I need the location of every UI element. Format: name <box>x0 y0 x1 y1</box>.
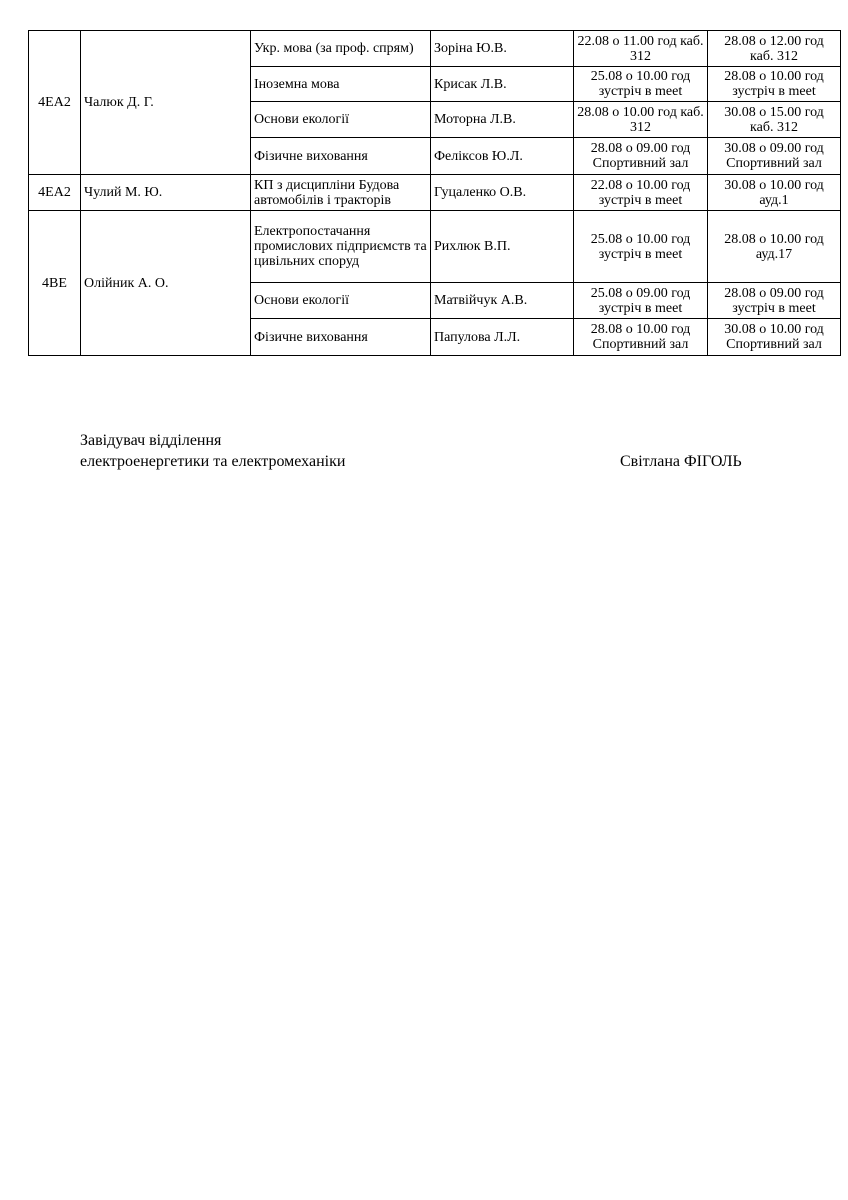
subject-cell: Основи екології <box>251 283 431 319</box>
date-first-cell: 25.08 о 10.00 год зустріч в meet <box>574 211 708 283</box>
signatory-name: Світлана ФІГОЛЬ <box>620 453 742 470</box>
signature-line <box>80 451 780 472</box>
student-name-cell: Чулий М. Ю. <box>81 175 251 211</box>
exam-schedule-table <box>28 30 841 356</box>
table-row <box>29 211 841 283</box>
teacher-cell: Гуцаленко О.В. <box>431 175 574 211</box>
date-first-cell: 25.08 о 10.00 год зустріч в meet <box>574 67 708 102</box>
teacher-cell: Крисак Л.В. <box>431 67 574 102</box>
subject-cell: Іноземна мова <box>251 67 431 102</box>
subject-cell: Основи екології <box>251 102 431 138</box>
date-second-cell: 28.08 о 12.00 год каб. 312 <box>708 31 841 67</box>
signature-block <box>80 430 780 472</box>
teacher-cell: Зоріна Ю.В. <box>431 31 574 67</box>
teacher-cell: Моторна Л.В. <box>431 102 574 138</box>
group-cell: 4ЕА2 <box>29 175 81 211</box>
table-row <box>29 175 841 211</box>
teacher-cell: Феліксов Ю.Л. <box>431 138 574 175</box>
date-second-cell: 30.08 о 09.00 год Спортивний зал <box>708 138 841 175</box>
subject-cell: Фізичне виховання <box>251 138 431 175</box>
group-cell: 4ЕА2 <box>29 31 81 175</box>
date-first-cell: 22.08 о 11.00 год каб. 312 <box>574 31 708 67</box>
date-first-cell: 28.08 о 09.00 год Спортивний зал <box>574 138 708 175</box>
date-second-cell: 28.08 о 10.00 год зустріч в meet <box>708 67 841 102</box>
position-title-line1: Завідувач відділення <box>80 432 222 449</box>
table-row <box>29 31 841 67</box>
subject-cell: Електропостачання промислових підприємств та цивільних споруд <box>251 211 431 283</box>
subject-cell: КП з дисципліни Будова автомобілів і тракторів <box>251 175 431 211</box>
subject-cell: Укр. мова (за проф. спрям) <box>251 31 431 67</box>
date-first-cell: 28.08 о 10.00 год Спортивний зал <box>574 319 708 356</box>
subject-cell: Фізичне виховання <box>251 319 431 356</box>
student-name-cell: Чалюк Д. Г. <box>81 31 251 175</box>
teacher-cell: Папулова Л.Л. <box>431 319 574 356</box>
teacher-cell: Матвійчук А.В. <box>431 283 574 319</box>
date-second-cell: 30.08 о 10.00 год Спортивний зал <box>708 319 841 356</box>
date-second-cell: 30.08 о 10.00 год ауд.1 <box>708 175 841 211</box>
student-name-cell: Олійник А. О. <box>81 211 251 356</box>
date-first-cell: 28.08 о 10.00 год каб. 312 <box>574 102 708 138</box>
position-title-line2: електроенергетики та електромеханіки <box>80 453 346 470</box>
date-second-cell: 28.08 о 09.00 год зустріч в meet <box>708 283 841 319</box>
group-cell: 4ВЕ <box>29 211 81 356</box>
date-first-cell: 22.08 о 10.00 год зустріч в meet <box>574 175 708 211</box>
teacher-cell: Рихлюк В.П. <box>431 211 574 283</box>
date-second-cell: 28.08 о 10.00 год ауд.17 <box>708 211 841 283</box>
date-first-cell: 25.08 о 09.00 год зустріч в meet <box>574 283 708 319</box>
date-second-cell: 30.08 о 15.00 год каб. 312 <box>708 102 841 138</box>
